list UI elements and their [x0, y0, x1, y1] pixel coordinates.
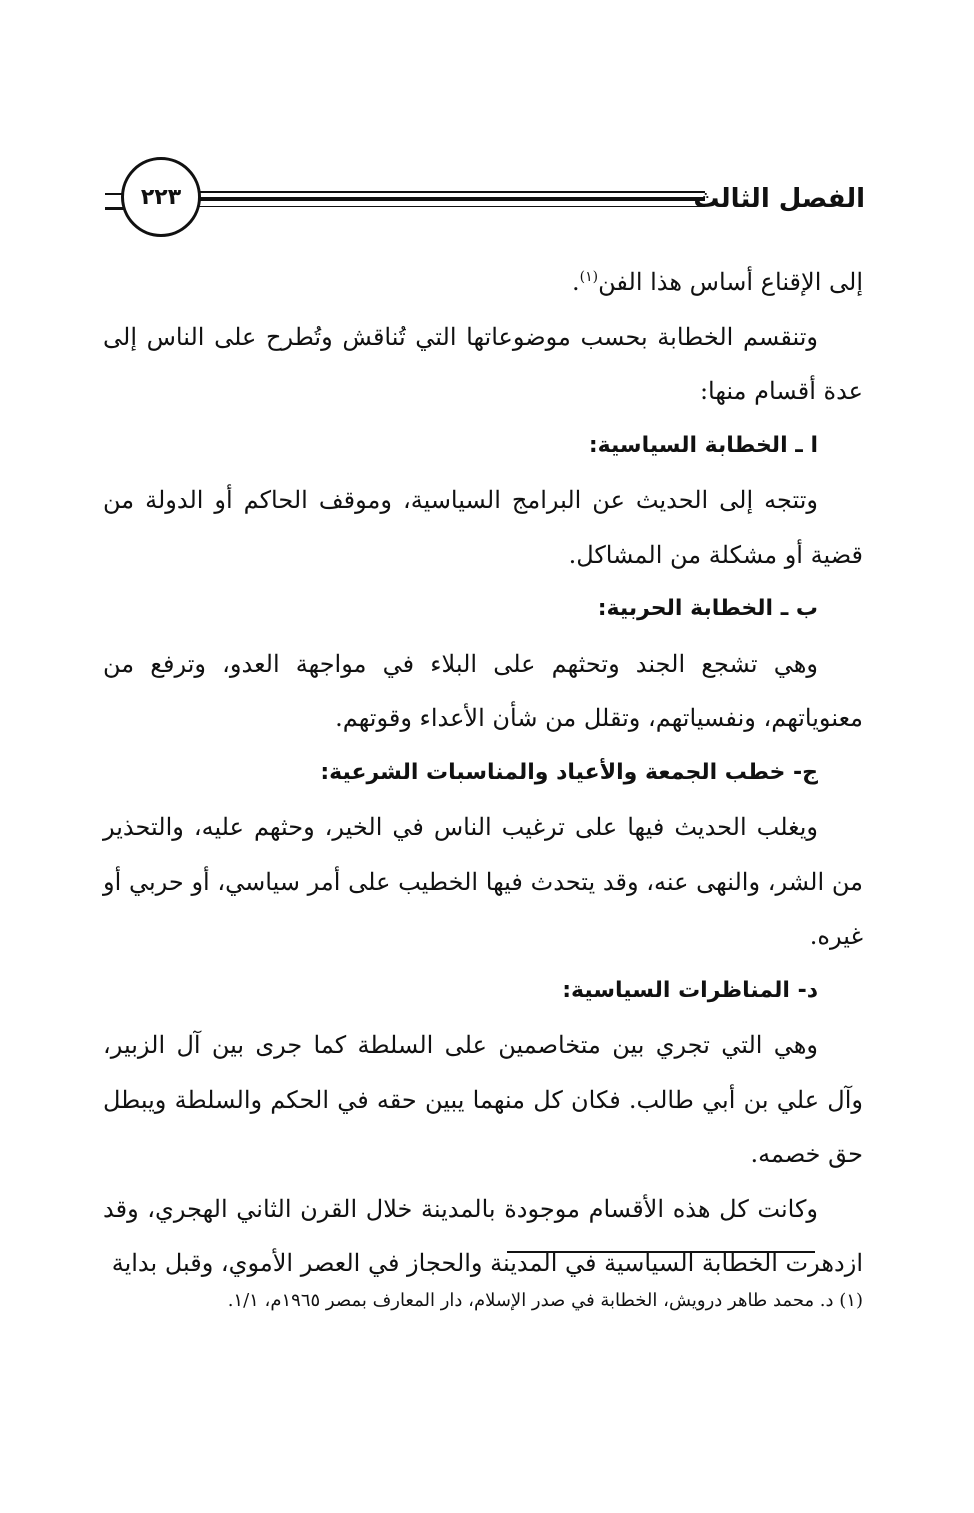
- paragraph: وهي تشجع الجند وتحثهم على البلاء في مواجهة العدو، وترفع من معنوياتهم، ونفسياتهم، وتقلل من شأن الأعداء وقوتهم.: [103, 649, 863, 732]
- footnote-reference: (١): [579, 269, 599, 285]
- body-text: [103, 255, 863, 1291]
- paragraph: [103, 255, 863, 310]
- section-heading: ج- خطب الجمعة والأعياد والمناسبات الشرعية:: [320, 759, 818, 785]
- header-rule: [189, 197, 705, 201]
- section-heading: د- المناظرات السياسية:: [562, 977, 818, 1003]
- paragraph-end: .: [571, 268, 580, 296]
- section-heading: ا ـ الخطابة السياسية:: [588, 432, 818, 458]
- section-heading: ب ـ الخطابة الحربية:: [597, 596, 818, 621]
- header-rule: [189, 191, 705, 193]
- footnote-separator: [507, 1251, 815, 1253]
- page-number-badge: ٢٢٣: [121, 157, 201, 237]
- paragraph-text: إلى الإقناع أساس هذا الفن: [598, 268, 863, 296]
- header-rule: [189, 206, 705, 207]
- footnote: (١) د. محمد طاهر درويش، الخطابة في صدر الإسلام، دار المعارف بمصر ١٩٦٥م، ١/١.: [227, 1290, 863, 1311]
- paragraph: وتنقسم الخطابة بحسب موضوعاتها التي تُناقش وتُطرح على الناس إلى عدة أقسام منها:: [103, 322, 863, 405]
- page-header: [105, 157, 865, 247]
- paragraph: وكانت كل هذه الأقسام موجودة بالمدينة خلال القرن الثاني الهجري، وقد ازدهرت الخطابة السياسية في المدينة والحجاز في العصر الأموي، وقبل بداية: [103, 1194, 863, 1277]
- paragraph: وهي التي تجري بين متخاصمين على السلطة كما جرى بين آل الزبير، وآل علي بن أبي طالب. فكان كل منهما يبين حقه في الحكم والسلطة ويبطل حق خصمه.: [103, 1031, 863, 1168]
- chapter-title: الفصل الثالث: [693, 184, 865, 214]
- paragraph: وتتجه إلى الحديث عن البرامج السياسية، وموقف الحاكم أو الدولة من قضية أو مشكلة من المشاكل.: [103, 486, 863, 569]
- paragraph: ويغلب الحديث فيها على ترغيب الناس في الخير، وحثهم عليه، والتحذير من الشر، والنهى عنه، وقد يتحدث فيها الخطيب على أمر سياسي، أو حربي أو غيره.: [103, 813, 863, 950]
